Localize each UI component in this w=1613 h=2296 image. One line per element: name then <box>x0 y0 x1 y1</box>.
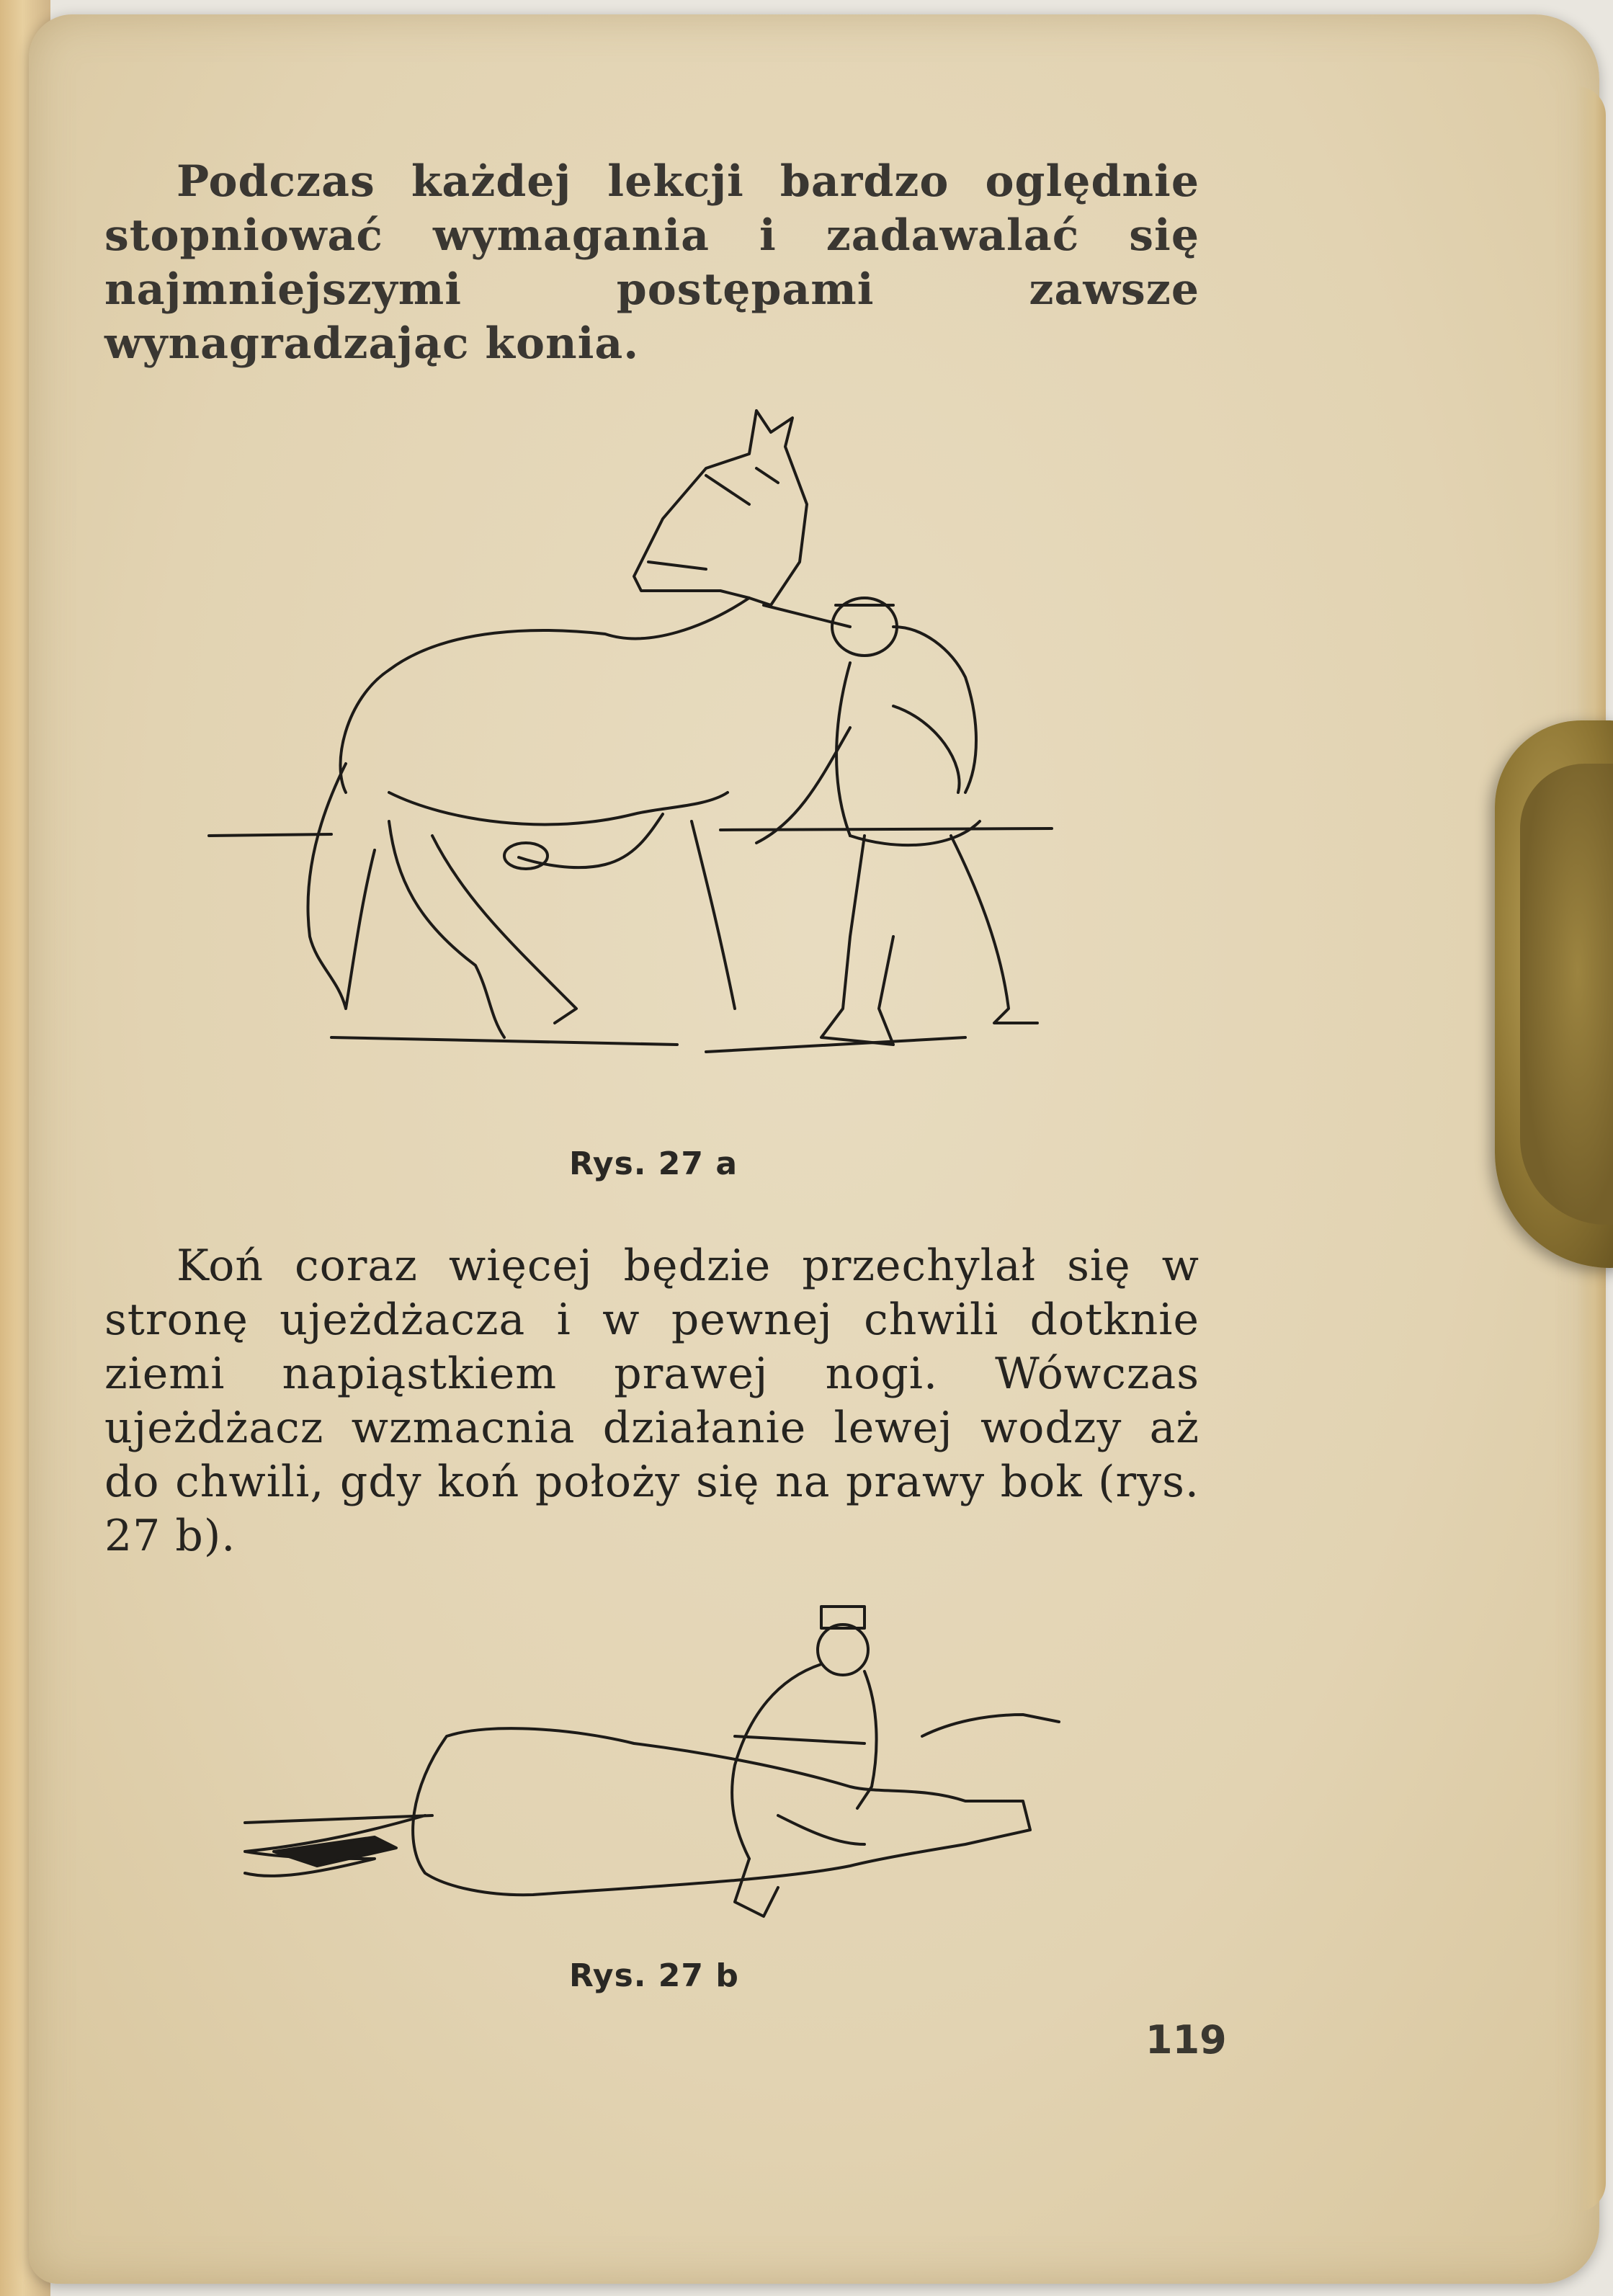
illustration-fig-27a <box>202 389 1095 1109</box>
paragraph-1: Podczas każdej lekcji bardzo oględnie stopniować wymagania i zadawalać się najmniejszymi postępami zawsze wynagradzając konia. <box>104 156 1199 369</box>
paragraph-2: Koń coraz więcej będzie przechylał się w stronę ujeżdżacza i w pewnej chwili dotknie ziemi napiąstkiem prawej nogi. Wówczas ujeżdżacz wzmacnia działanie lewej wodzy aż do chwili, gdy koń położy się na prawy bok (rys. 27 b). <box>104 1241 1199 1561</box>
illustration-fig-27b <box>231 1599 1095 1945</box>
figure-a-caption: Rys. 27 a <box>569 1145 738 1182</box>
brass-paperweight-inner <box>1520 764 1613 1225</box>
figure-b-caption: Rys. 27 b <box>569 1957 739 1994</box>
page-number: 119 <box>1145 2017 1227 2063</box>
